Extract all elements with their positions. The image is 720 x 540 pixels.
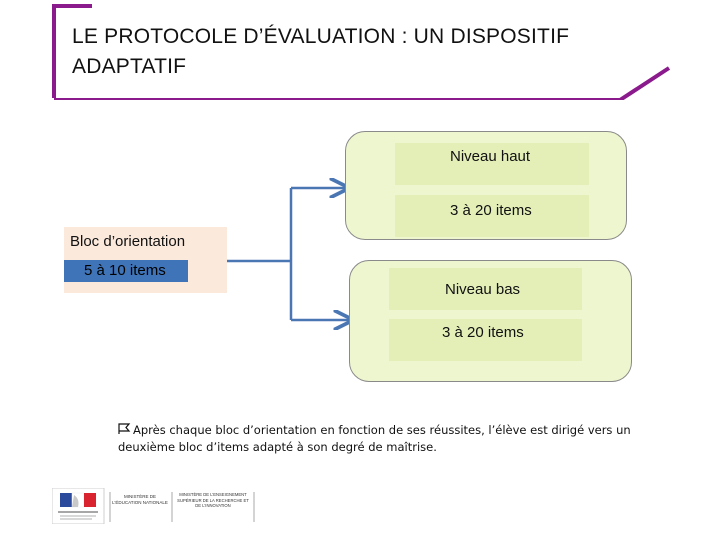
orientation-items-box bbox=[64, 260, 188, 282]
page-title-line-2: ADAPTATIF bbox=[72, 55, 187, 78]
page-title-line-1: LE PROTOCOLE D’ÉVALUATION : UN DISPOSITIF bbox=[72, 25, 570, 48]
low-level-items-cell bbox=[389, 319, 582, 361]
low-level-label: Niveau bas bbox=[445, 281, 521, 298]
explanation-note bbox=[118, 422, 638, 456]
low-level-title-cell bbox=[389, 268, 582, 310]
ministry-education-label: MINISTÈRE DE L’ÉDUCATION NATIONALE bbox=[112, 494, 168, 505]
high-level-items-cell bbox=[395, 195, 589, 237]
orientation-items: 5 à 10 items bbox=[84, 262, 166, 279]
ministry-higher-education-label: MINISTÈRE DE L’ENSEIGNEMENT SUPÉRIEUR DE LA RECHERCHE ET DE L’INNOVATION bbox=[177, 492, 249, 509]
high-level-label: Niveau haut bbox=[450, 148, 531, 165]
high-level-items: 3 à 20 items bbox=[450, 202, 532, 219]
flag-icon bbox=[118, 423, 131, 435]
low-level-block bbox=[349, 260, 632, 382]
orientation-block bbox=[64, 227, 227, 293]
orientation-label: Bloc d’orientation bbox=[70, 233, 186, 250]
high-level-title-cell bbox=[395, 143, 589, 185]
low-level-items: 3 à 20 items bbox=[442, 324, 524, 341]
high-level-block bbox=[345, 131, 627, 240]
connector-orientation-to-levels bbox=[227, 188, 351, 320]
ministry-logo bbox=[52, 488, 255, 524]
explanation-text: Après chaque bloc d’orientation en fonction de ses réussites, l’élève est dirigé vers un deuxième bloc d’items adapté à son degré de maîtrise. bbox=[118, 423, 631, 454]
